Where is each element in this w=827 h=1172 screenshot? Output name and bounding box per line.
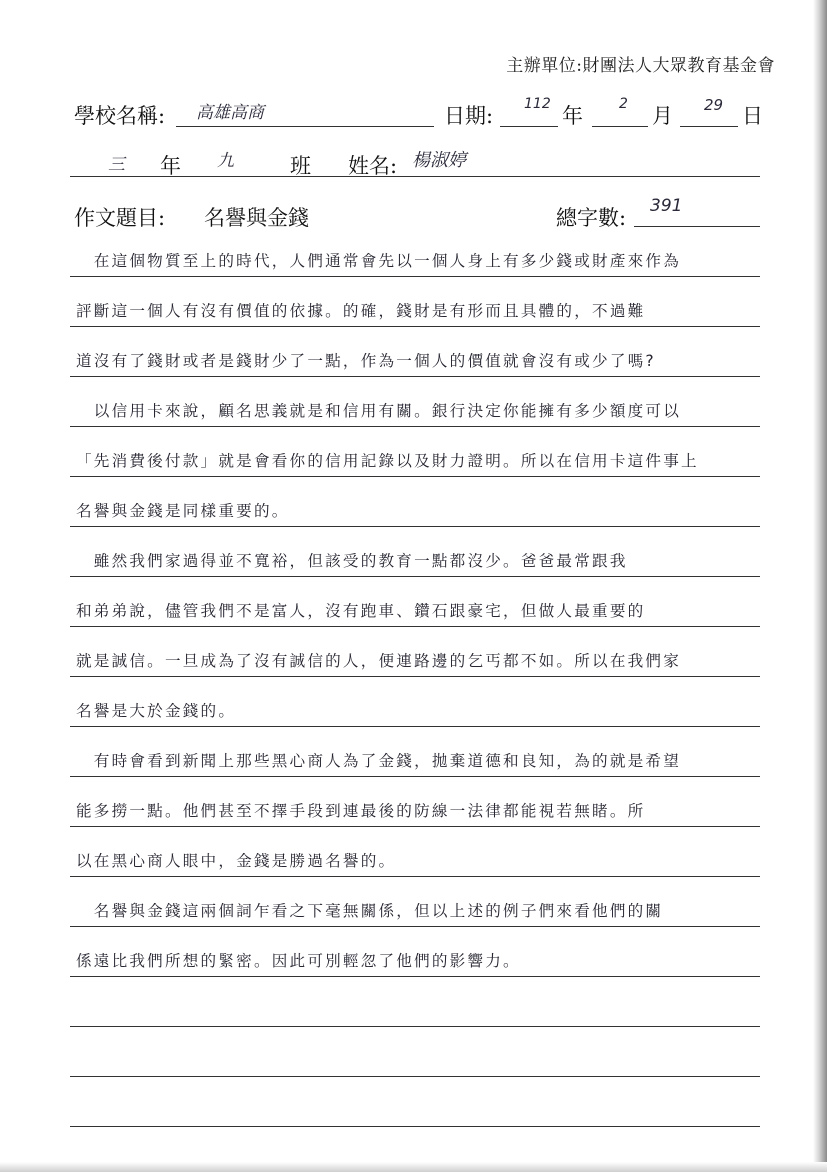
ruled-line xyxy=(70,1076,760,1077)
essay-line: 係遠比我們所想的緊密。因此可別輕忽了他們的影響力。 xyxy=(76,952,521,970)
ruled-line xyxy=(70,826,760,827)
ruled-line xyxy=(70,576,760,577)
essay-line: 名譽與金錢是同樣重要的。 xyxy=(76,502,290,520)
class-value: 九 xyxy=(217,151,234,171)
topic-label: 作文題目: xyxy=(74,206,166,230)
name-label: 姓名: xyxy=(348,154,398,178)
ruled-line xyxy=(70,326,760,327)
topic-value: 名譽與金錢 xyxy=(204,206,309,230)
ruled-line xyxy=(70,426,760,427)
ruled-line xyxy=(70,1126,760,1127)
essay-line: 名譽與金錢這兩個詞乍看之下毫無關係，但以上述的例子們來看他們的關 xyxy=(76,902,664,920)
school-underline xyxy=(176,126,434,127)
essay-line: 和弟弟說，儘管我們不是富人，沒有跑車、鑽石跟豪宅，但做人最重要的 xyxy=(76,602,646,620)
essay-line: 道沒有了錢財或者是錢財少了一點，作為一個人的價值就會沒有或少了嗎? xyxy=(76,352,656,370)
ruled-line xyxy=(70,676,760,677)
class-label: 班 xyxy=(290,154,311,178)
wordcount-value: 391 xyxy=(650,196,683,216)
school-value: 高雄高商 xyxy=(196,103,264,123)
ruled-line xyxy=(70,776,760,777)
ruled-line xyxy=(70,276,760,277)
ruled-line xyxy=(70,626,760,627)
ruled-line xyxy=(70,876,760,877)
essay-line: 在這個物質至上的時代，人們通常會先以一個人身上有多少錢或財產來作為 xyxy=(76,252,681,270)
day-underline xyxy=(680,126,738,127)
date-year: 112 xyxy=(524,96,551,112)
ruled-line xyxy=(70,1026,760,1027)
row2-underline xyxy=(70,176,760,177)
month-label: 月 xyxy=(652,104,673,128)
grade-value: 三 xyxy=(108,155,125,175)
essay-line: 評斷這一個人有沒有價值的依據。的確，錢財是有形而且具體的，不過難 xyxy=(76,302,646,320)
ruled-line xyxy=(70,476,760,477)
essay-line: 以信用卡來說，顧名思義就是和信用有關。銀行決定你能擁有多少額度可以 xyxy=(76,402,681,420)
school-label: 學校名稱: xyxy=(74,104,166,128)
wordcount-underline xyxy=(634,226,760,227)
essay-line: 能多撈一點。他們甚至不擇手段到連最後的防線一法律都能視若無睹。所 xyxy=(76,802,646,820)
name-value: 楊淑婷 xyxy=(412,150,466,171)
year-label: 年 xyxy=(562,104,583,128)
date-label: 日期: xyxy=(444,104,494,128)
ruled-line xyxy=(70,926,760,927)
essay-line: 「先消費後付款」就是會看你的信用記錄以及財力證明。所以在信用卡這件事上 xyxy=(76,452,699,470)
day-label: 日 xyxy=(742,104,763,128)
year-underline xyxy=(500,126,558,127)
essay-line: 就是誠信。一旦成為了沒有誠信的人，便連路邊的乞丐都不如。所以在我們家 xyxy=(76,652,681,670)
ruled-line xyxy=(70,976,760,977)
month-underline xyxy=(592,126,648,127)
date-month: 2 xyxy=(619,96,628,112)
organizer-text: 主辦單位:財團法人大眾教育基金會 xyxy=(506,56,775,76)
grade-label: 年 xyxy=(160,154,181,178)
essay-line: 以在黑心商人眼中，金錢是勝過名譽的。 xyxy=(76,852,397,870)
ruled-line xyxy=(70,526,760,527)
ruled-line xyxy=(70,726,760,727)
essay-line: 名譽是大於金錢的。 xyxy=(76,702,237,720)
essay-line: 有時會看到新聞上那些黑心商人為了金錢，拋棄道德和良知，為的就是希望 xyxy=(76,752,681,770)
wordcount-label: 總字數: xyxy=(556,206,627,230)
scan-edge-shadow xyxy=(813,0,827,1172)
scan-bottom-edge xyxy=(0,1162,827,1172)
essay-line: 雖然我們家過得並不寬裕，但該受的教育一點都沒少。爸爸最常跟我 xyxy=(76,552,628,570)
date-day: 29 xyxy=(704,96,724,114)
ruled-line xyxy=(70,376,760,377)
